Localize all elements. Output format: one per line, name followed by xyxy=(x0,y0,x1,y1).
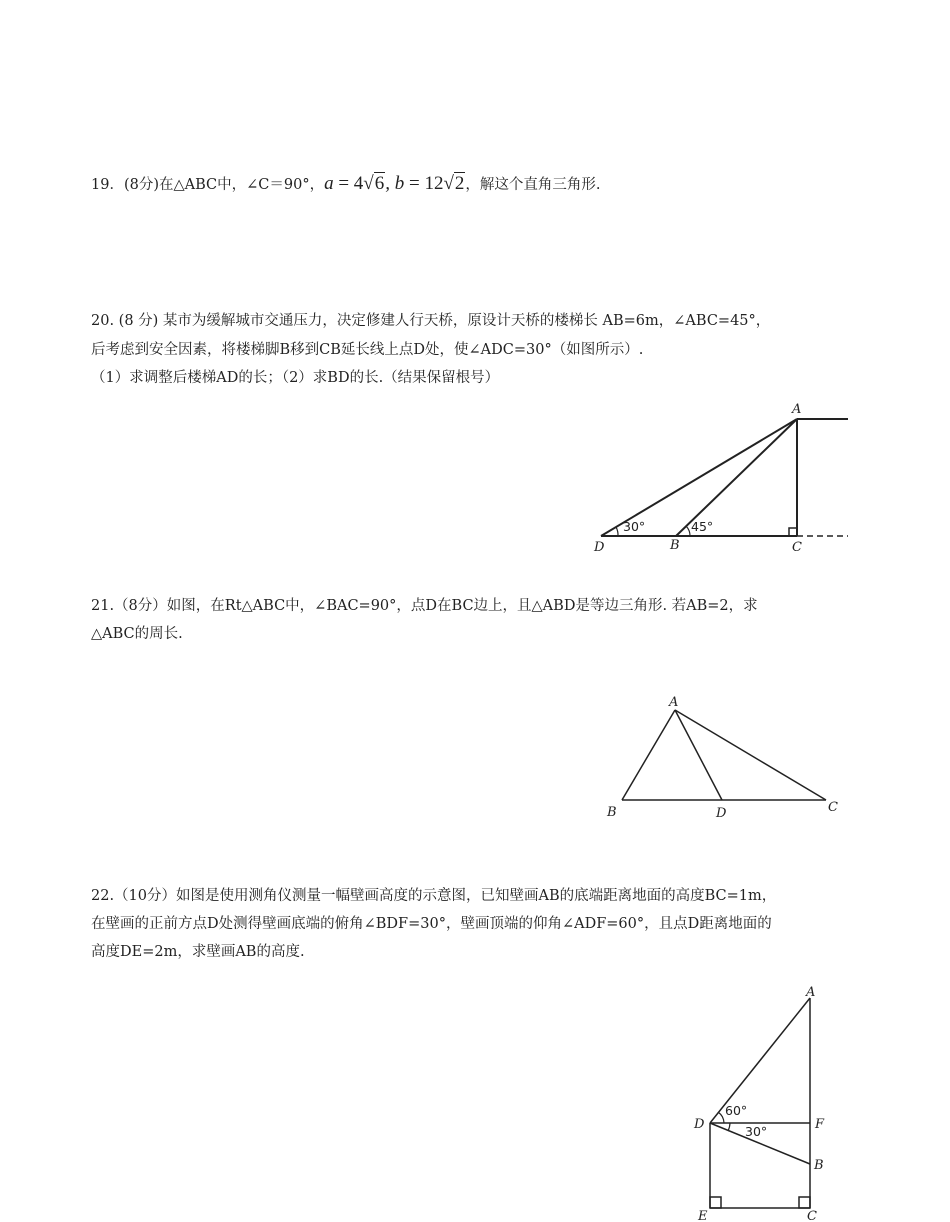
q21-line-2: △ABC的周长. xyxy=(91,626,183,642)
q22-angle-30: 30° xyxy=(745,1124,768,1139)
q22-angle-60: 60° xyxy=(725,1103,748,1118)
q20-label-B: B xyxy=(670,538,680,553)
q20-angle-45: 45° xyxy=(691,519,714,534)
q20-line-1: 20. (8 分) 某市为缓解城市交通压力，决定修建人行天桥，原设计天桥的楼梯长 AB=6m，∠ABC=45°， xyxy=(91,313,771,329)
q20-angle-30: 30° xyxy=(623,519,646,534)
q19-sqrt-1: √6 xyxy=(363,173,385,194)
q22-label-E: E xyxy=(698,1209,708,1222)
q19-text-a: 19．(8分)在△ABC中，∠C＝90°， xyxy=(91,177,325,193)
q21-label-C: C xyxy=(828,800,838,815)
q22-label-A: A xyxy=(806,985,816,1000)
q20-label-A: A xyxy=(792,402,802,417)
q20-label-C: C xyxy=(792,540,802,555)
q21-line-1: 21.（8分）如图，在Rt△ABC中，∠BAC=90°，点D在BC边上，且△ABD是等边三角形. 若AB=2，求 xyxy=(91,598,758,614)
q20-line-3: （1）求调整后楼梯AD的长；（2）求BD的长.（结果保留根号） xyxy=(91,370,500,386)
q20-label-D: D xyxy=(594,540,605,555)
q19-sqrt-2: √2 xyxy=(443,173,465,194)
q22-arc-60 xyxy=(718,1112,724,1123)
q19-radicand-2: 2 xyxy=(454,173,465,194)
q22-line-2: 在壁画的正前方点D处测得壁画底端的俯角∠BDF=30°，壁画顶端的仰角∠ADF=60°，且点D距离地面的 xyxy=(91,916,772,932)
q22-label-B: B xyxy=(814,1158,824,1173)
q19-var-b: , b xyxy=(385,173,405,194)
q20-line-2: 后考虑到安全因素，将楼梯脚B移到CB延长线上点D处，使∠ADC=30°（如图所示）. xyxy=(91,342,644,358)
q22-arc-30 xyxy=(728,1123,730,1131)
q22-label-F: F xyxy=(815,1117,825,1132)
q21-label-A: A xyxy=(669,695,679,710)
q21-label-B: B xyxy=(607,805,617,820)
q22-right-angle-E xyxy=(710,1197,721,1208)
q22-line-1: 22.（10分）如图是使用测角仪测量一幅壁画高度的示意图，已知壁画AB的底端距离地面的高度BC=1m， xyxy=(91,888,777,904)
q21-label-D: D xyxy=(716,806,727,821)
q22-line-3: 高度DE=2m，求壁画AB的高度. xyxy=(91,944,305,960)
q19-radicand-1: 6 xyxy=(374,173,385,194)
q19-eq1: = 4 xyxy=(333,173,364,194)
q19-text-b: ，解这个直角三角形. xyxy=(465,177,601,193)
q22-label-D: D xyxy=(694,1117,705,1132)
q19-eq2: = 12 xyxy=(404,173,444,194)
q22-label-C: C xyxy=(807,1209,817,1222)
q19-var-a: a xyxy=(324,173,334,194)
q22-right-angle-C xyxy=(799,1197,810,1208)
